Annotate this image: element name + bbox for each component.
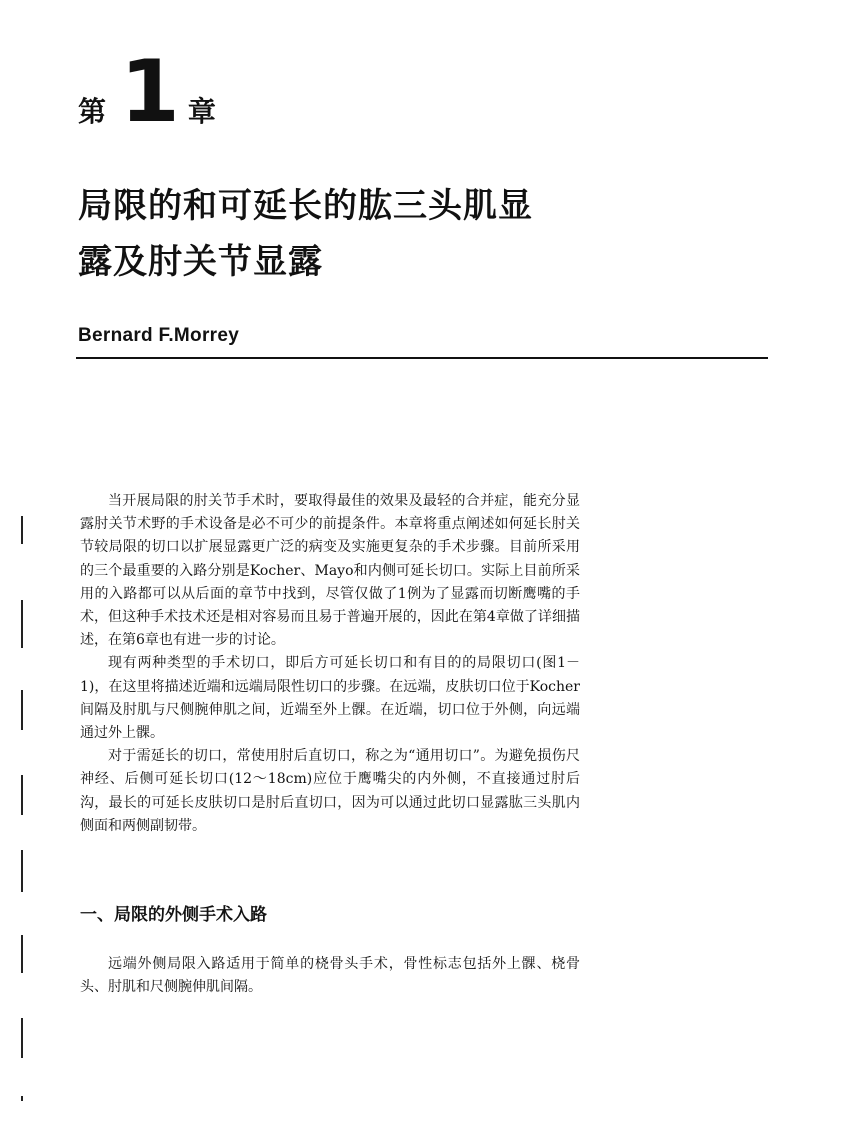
paragraph: 对于需延长的切口，常使用肘后直切口，称之为“通用切口”。为避免损伤尺神经、后侧可延长切口(12～18cm)应位于鹰嘴尖的内外侧，不直接通过肘后沟，最长的可延长皮肤切口是肘后直切口，因为可以通过此切口显露肱三头肌内侧面和两侧副韧带。: [80, 748, 580, 834]
scan-margin-mark: [21, 600, 23, 648]
scan-margin-mark: [21, 690, 23, 730]
title-divider: [76, 357, 768, 359]
chapter-prefix: 第: [78, 95, 107, 128]
scan-margin-mark: [21, 935, 23, 973]
chapter-title: [78, 178, 533, 290]
scan-margin-mark: [21, 1018, 23, 1058]
scan-margin-mark: [21, 775, 23, 815]
author-name: Bernard F.Morrey: [78, 325, 240, 346]
section-heading: 一、局限的外侧手术入路: [80, 905, 267, 925]
section-body: [80, 953, 580, 999]
intro-body: [80, 490, 580, 838]
scan-margin-mark: [21, 1096, 23, 1101]
chapter-title-line-1: 局限的和可延长的肱三头肌显: [78, 186, 533, 226]
chapter-suffix: 章: [187, 95, 216, 128]
scan-margin-mark: [21, 850, 23, 892]
paragraph: 远端外侧局限入路适用于简单的桡骨头手术，骨性标志包括外上髁、桡骨头、肘肌和尺侧腕伸肌间隔。: [80, 956, 580, 996]
paragraph: 当开展局限的肘关节手术时，要取得最佳的效果及最轻的合并症，能充分显露肘关节术野的手术设备是必不可少的前提条件。本章将重点阐述如何延长肘关节较局限的切口以扩展显露更广泛的病变及实施更复杂的手术步骤。目前所采用的三个最重要的入路分别是Kocher、Mayo和内侧可延长切口。实际上目前所采用的入路都可以从后面的章节中找到，尽管仅做了1例为了显露而切断鹰嘴的手术，但这种手术技术还是相对容易而且易于普遍开展的，因此在第4章做了详细描述，在第6章也有进一步的讨论。: [80, 493, 580, 649]
paragraph: 现有两种类型的手术切口，即后方可延长切口和有目的的局限切口(图1－1)，在这里将描述近端和远端局限性切口的步骤。在远端，皮肤切口位于Kocher间隔及肘肌与尺侧腕伸肌之间，近端至外上髁。在近端，切口位于外侧，向远端通过外上髁。: [80, 655, 580, 742]
chapter-number: 1: [120, 42, 178, 143]
chapter-title-line-2: 露及肘关节显露: [78, 242, 323, 282]
scan-margin-mark: [21, 516, 23, 544]
chapter-heading: [78, 42, 216, 143]
